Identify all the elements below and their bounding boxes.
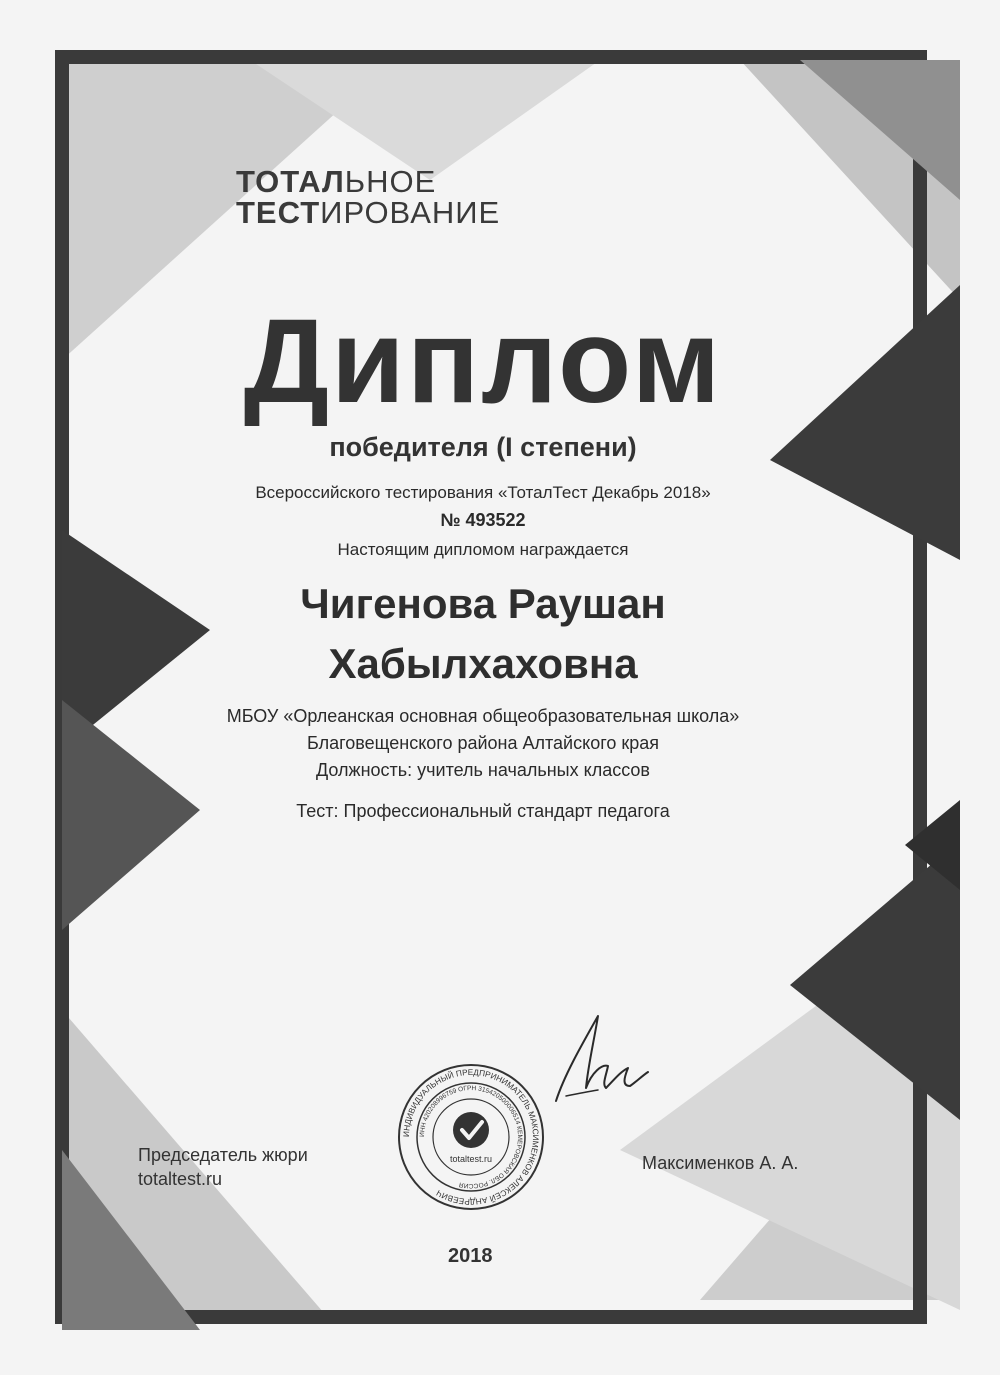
diploma-title: Диплом [243,294,723,428]
organization-line1: МБОУ «Орлеанская основная общеобразовательная школа» [226,706,740,726]
totaltest-logo: ТОТАЛЬНОЕ ТЕСТИРОВАНИЕ [236,164,501,230]
jury-chair-block [138,1143,308,1191]
svg-text:ИНДИВИДУАЛЬНЫЙ ПРЕДПРИНИМАТЕЛЬ: ИНДИВИДУАЛЬНЫЙ ПРЕДПРИНИМАТЕЛЬ МАКСИМЕНКОВ АЛЕКСЕЙ АНДРЕЕВИЧ [401,1067,541,1207]
diploma-subtitle: победителя (I степени) [329,432,637,462]
diploma-number: № 493522 [440,510,526,530]
site-link: totaltest.ru [138,1169,223,1189]
svg-text:totaltest.ru: totaltest.ru [449,1154,493,1164]
jury-chair-name: Максименков А. А. [642,1153,799,1173]
recipient-name-line1: Чигенова Раушан [300,580,666,627]
position: Должность: учитель начальных классов [316,760,650,780]
signature [536,1006,656,1116]
test-name: Тест: Профессиональный стандарт педагога [296,801,670,821]
svg-text:ИНН 420208996759 ОГРН 31542050: ИНН 420208996759 ОГРН 315420500006514 КЕМЕРОВСКАЯ ОБЛ. РОССИЯ [418,1084,524,1190]
event-name: Всероссийского тестирования «ТоталТест Декабрь 2018» [255,483,711,502]
organization-line2: Благовещенского района Алтайского края [306,733,660,753]
diploma-year: 2018 [448,1245,493,1267]
official-stamp [396,1062,546,1212]
recipient-name [0,574,966,694]
organization-block [0,703,966,784]
awarded-text: Настоящим дипломом награждается [337,540,629,559]
recipient-name-line2: Хабылхаховна [328,640,638,687]
jury-chair-label: Председатель жюри [138,1145,308,1165]
